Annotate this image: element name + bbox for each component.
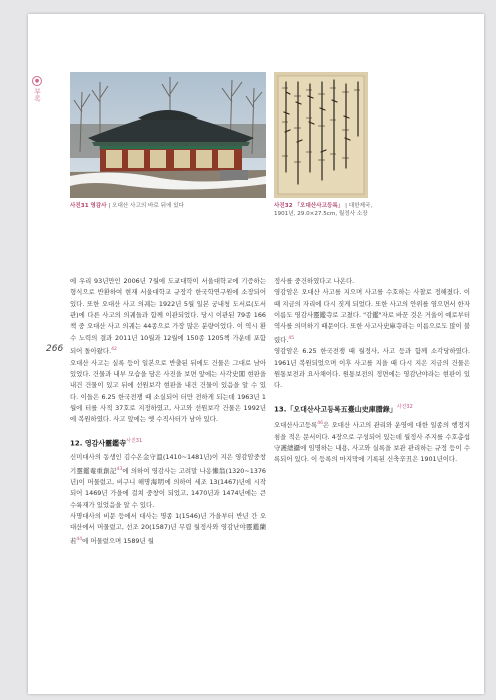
section-heading: [274, 402, 470, 416]
photo-ref-tag: 사진32: [396, 403, 413, 410]
paragraph-text: 신미대사의 동생인 김수온金守溫(1410~1481년)이 지은 영감암중창기靈鑑菴重創記: [70, 453, 266, 475]
footnote-ref: 44: [76, 536, 83, 542]
paragraph-text: 에 머물렀으며 1589년 월: [82, 536, 154, 545]
photo1-caption-title: 영감사: [90, 203, 107, 209]
photo2-caption: 사진32 「오대산사고등록」 | 대한제국, 1901년, 29.0×27.5cm, 월정사 소장: [274, 203, 373, 217]
section-label: [30, 76, 44, 102]
temple-illustration: [70, 72, 266, 198]
footnote-ref: 42: [111, 347, 117, 353]
section-heading: [70, 436, 266, 450]
paragraph-text: 영감암은 오대산 사고를 지으며 사고를 수호하는 사찰로 정해졌다. 이 때 지금의 자리에 다시 짓게 되었다. 또한 사고의 안위를 염으면서 한자 이름도 영감사靈鑑寺로 고쳤다. "감鑑"자로 바꾼 것은 거울이 예로부터 역사를 의미하기 때문이다. 또한 사고사史庫寺라는 이름으로도 많이 불렸다.: [274, 288, 470, 344]
paragraph-text: 사명대사의 비문 등에서 대사는 명종 1(1546)년 가을부터 반년 간 오대산에서 머물렀고, 선조 20(1587)년 무렵 월정사와 영감난야靈鑑蘭若: [70, 512, 266, 545]
paragraph: 오대산 사고는 실록 등이 일본으로 반출된 뒤에도 건물은 그대로 남아 있었다. 건물과 내부 모습을 담은 사진을 보면 앞에는 사각史閣 현판을 내건 건물이 있고 뒤에 선원보각 현판을 내건 건물이 있음을 알 수 있다. 이들은 6.25 한국전쟁 때 소실되어 터만 전하게 되는데 1963년 1월에 터를 사적 37호로 지정하였고, 사고와 선원보각 건물은 1992년에 복원하였다. 사고 앞에는 옛 수직사터가 남아 있다.: [70, 358, 266, 424]
paragraph-text: 에 우리 93년만인 2006년 7월에 도쿄대학이 서울대학교에 기증하는 형식으로 반환하여 현재 서울대학교 규장각 한국학연구원에 소장되어 있다. 또한 오대산 사고 의궤는 1922년 5월 일본 궁내청 도서료(도서관)에 다른 사고의 의궤들과 함께 이관되었다. 당시 이관된 79종 166책 중 오대산 사고 의궤는 44종으로 가장 많은 분량이었다. 이 역시 환수 노력의 결과 2011년 10월과 12월에 150종 1205책 가운데 포함되어 돌아왔다.: [70, 277, 266, 356]
right-text-column: [274, 276, 470, 466]
photo2-caption-tag: 사진32: [274, 203, 293, 209]
photo2-caption-line2: 1901년, 29.0×27.5cm, 월정사 소장: [274, 211, 368, 217]
paragraph: 영감암은 6.25 한국전쟁 때 월정사, 사고 등과 함께 소각당하였다. 1961년 복원되었으며 이후 사고를 지을 때 다시 지은 지금의 건물은 원통보전과 요사채이다. 원통보전의 정면에는 영감난야라는 현판이 있다.: [274, 347, 470, 390]
photo1-caption-tag: 사진31: [70, 203, 89, 209]
temple-photo: [70, 72, 266, 198]
photo2-caption-title: 「오대산사고등록」: [294, 203, 344, 209]
left-text-column: [70, 276, 266, 547]
photo1-caption-text: 오대산 사고의 바로 뒤에 있다: [112, 203, 185, 209]
paragraph: [274, 418, 470, 466]
paragraph: [70, 276, 266, 358]
footnote-ref: 46: [317, 421, 323, 427]
section-label-text: 부록: [33, 88, 42, 102]
paragraph-text: 은 오대산 사고의 관리와 운영에 대한 일종의 행정지침을 적은 문서이다. 4장으로 구성되어 있는데 월정사 주지를 수호총섭守護總攝에 임명하는 내용, 사고와 실록을 보관 관리하는 규정 등이 수록되어 있다. 이 등록의 마지막에 기록된 신축辛丑은 1901년이다.: [274, 421, 470, 464]
paragraph: [274, 287, 470, 346]
footnote-ref: 45: [288, 335, 295, 341]
book-page: [28, 14, 484, 694]
circle-marker-icon: ●: [32, 76, 42, 86]
paragraph: [70, 452, 266, 511]
photo1-caption: 사진31 영감사 | 오대산 사고의 바로 뒤에 있다: [70, 203, 185, 209]
photo2-caption-line1: 대한제국,: [348, 203, 373, 209]
section-heading-text: 13.「오대산사고등록五臺山史庫謄錄」: [274, 404, 397, 413]
paragraph: 정사를 중건하였다고 나온다.: [274, 277, 355, 285]
paragraph-text: 에 의하여 영감사는 고려말 나옹懶翁(1320~1376년)이 머물렀고, 비구니 해명海明에 의하여 세조 13(1467)년에 시작되어 1469년 가을에 걸쳐 중창이 되었고, 1470년과 1474년에는 큰 수륙재가 있었음을 알 수 있다.: [70, 466, 266, 509]
manuscript-illustration: [274, 72, 368, 198]
manuscript-photo: [274, 72, 368, 198]
footnote-ref: 43: [116, 466, 123, 472]
photo-ref-tag: 사진31: [126, 437, 143, 444]
paragraph: [70, 511, 266, 547]
page-number: 266: [46, 344, 64, 354]
section-heading-text: 12. 영감사靈鑑寺: [70, 438, 127, 447]
paragraph-text: 오대산사고등록: [274, 421, 318, 430]
